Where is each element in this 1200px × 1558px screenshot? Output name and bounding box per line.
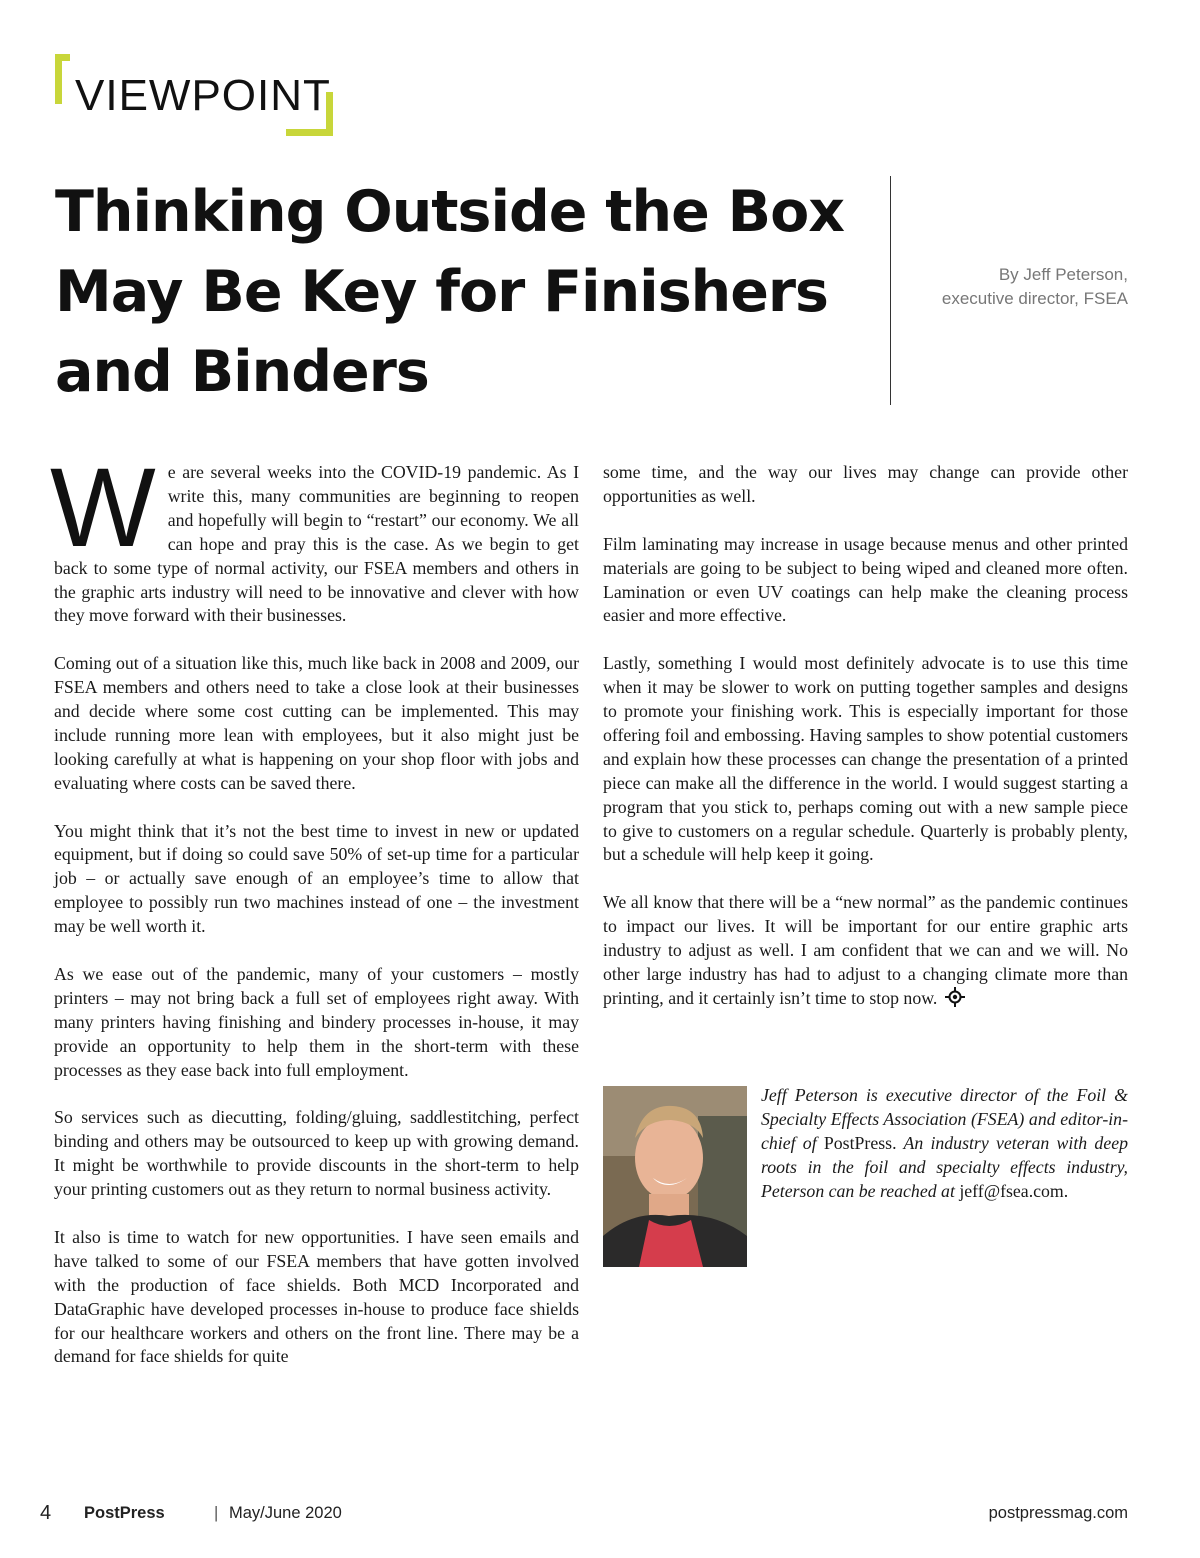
bio-magazine: PostPress. (823, 1133, 897, 1153)
paragraph: Coming out of a situation like this, much like back in 2008 and 2009, our FSEA members and others need to take a close look at their businesses and decide where some cost cutting can be implemented. This may include running more lean with employees, but it also might just be looking carefully at what is happening on your shop floor with jobs and evaluating where costs can be saved there. (54, 653, 579, 793)
paragraph (50, 445, 579, 628)
drop-cap: W (50, 445, 156, 570)
paragraph: As we ease out of the pandemic, many of your customers – mostly printers – may not bring back a full set of employees right away. With many printers having finishing and bindery processes in-house, it may provide an opportunity to help them in the short-term with these processes as they ease back into full employment. (54, 963, 579, 1080)
crosshair-end-mark-icon (945, 987, 965, 1007)
paragraph: Film laminating may increase in usage because menus and other printed materials are going to be subject to being wiped and cleaned more often. Lamination or even UV coatings can help make the cleaning process easier and more effective. (603, 533, 1128, 626)
author-bio (761, 1083, 1128, 1203)
byline (905, 263, 1128, 311)
paragraph: It also is time to watch for new opportunities. I have seen emails and have talked to some of our FSEA members that have gotten involved with the production of face shields. Both MCD Incorporated and DataGraphic have developed processes in-house to produce face shields for our healthcare workers and others on the front line. There may be a demand for face shields for quite (54, 1226, 579, 1367)
page-footer (40, 1502, 1128, 1528)
bracket-top-left (55, 54, 70, 104)
bio-email: jeff@fsea.com. (959, 1181, 1069, 1201)
paragraph: Lastly, something I would most definitely advocate is to use this time when it may be slower to work on putting together samples and designs to promote your finishing work. This is especially important for those offering foil and embossing. Having samples to show potential customers and explain how these processes can change the presentation of a printed piece can make all the difference in the world. I would suggest starting a program that you stick to, perhaps coming out with a new sample piece to give to customers on a regular schedule. Quarterly is probably plenty, but a schedule will help keep it going. (603, 653, 1128, 865)
article-column-left (50, 445, 579, 1393)
footer-separator: | (214, 1504, 219, 1522)
paragraph: You might think that it’s not the best time to invest in new or updated equipment, but if doing so could save 50% of set-up time for a particular job – or actually save enough of an employee’s time to allow that employee to possibly run two machines instead of one – the investment may be well worth it. (54, 820, 579, 937)
byline-title: executive director, FSEA (941, 289, 1128, 308)
paragraph: some time, and the way our lives may change can provide other opportunities as well. (603, 462, 1128, 506)
website-url: postpressmag.com (988, 1504, 1128, 1522)
vertical-divider (890, 176, 891, 405)
paragraph: So services such as diecutting, folding/gluing, saddlestitching, perfect binding and others may be outsourced to keep up with growing demand. It might be worthwhile to provide discounts in the short-term to help your printing customers out as they return to normal business activity. (54, 1107, 579, 1200)
paragraph-text: We all know that there will be a “new normal” as the pandemic continues to impact our lives. It will be important for our entire graphic arts industry to adjust as well. I am confident that we can and we will. No other large industry has had to adjust to a changing climate more than printing, and it certainly isn’t time to stop now. (603, 892, 1128, 1008)
page-number: 4 (40, 1502, 52, 1524)
bio-text: An industry veteran with deep roots in the foil and specialty effects industry, Peterson can be reached at (761, 1133, 1128, 1201)
paragraph-text: e are several weeks into the COVID-19 pandemic. As I write this, many communities are beginning to reopen and hopefully will begin to “restart” our economy. We all can hope and pray this is the case. As we begin to get back to some type of normal activity, our FSEA members and others in the graphic arts industry will need to be innovative and clever with how they move forward with their businesses. (54, 462, 579, 626)
publication-name: PostPress (84, 1504, 165, 1522)
bio-text: Jeff Peterson is executive director of the Foil & Specialty Effects Association (FSEA) and editor-in-chief of (761, 1085, 1128, 1153)
byline-author: By Jeff Peterson, (998, 265, 1128, 284)
article-headline: Thinking Outside the Box May Be Key for Finishers and Binders (55, 179, 845, 405)
paragraph (603, 891, 1128, 1011)
author-photo (603, 1086, 747, 1267)
section-tag (55, 54, 333, 136)
section-label: VIEWPOINT (75, 71, 331, 120)
issue-date: May/June 2020 (229, 1504, 342, 1522)
article-column-right (603, 461, 1128, 1035)
